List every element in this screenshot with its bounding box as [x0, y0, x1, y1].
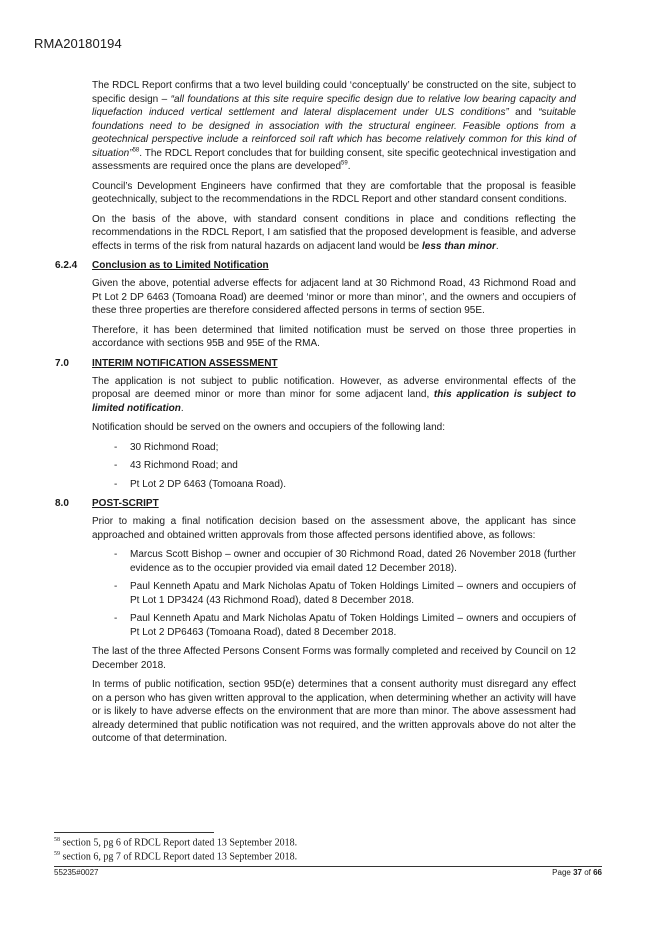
list-item — [92, 478, 576, 492]
total-pages: 66 — [593, 868, 602, 877]
page-number — [552, 868, 602, 877]
paragraph-public-notification-95d: In terms of public notification, section 95D(e) determines that a consent authority must disregard any effect on a person who has given written approval to the application, when determining whether an activity will have or is likely to have adverse effects on the environment that are more than minor. The above assessment had already determined that public notification was not required, and the written approvals above do not alter the outcome of that determination. — [92, 679, 576, 744]
section-number: 6.2.4 — [55, 260, 78, 271]
quote-suitable-foundations: “suitable foundations need to be designed in association with the structural engineer. Feasible options from a geotechnical perspective include a reinforced soil raft which has become relatively common for this kind of situation” — [92, 107, 576, 159]
paragraph-affected-persons: Given the above, potential adverse effects for adjacent land at 30 Richmond Road, 43 Richmond Road and Pt Lot 2 DP 6463 (Tomoana Road) are deemed ‘minor or more than minor’, and the owners and occupiers of these three properties are therefore considered affected persons in terms of section 95E. — [92, 278, 576, 316]
quote-foundations: “all foundations at this site require specific design due to relative low bearing capacity and liquefaction induced vertical settlement and lateral displacement under ULS conditions” — [92, 93, 576, 118]
list-item — [92, 580, 576, 607]
paragraph-notification-served: Notification should be served on the owners and occupiers of the following land: — [92, 422, 445, 433]
section-heading-8-0 — [0, 497, 576, 511]
footnote-separator — [54, 832, 214, 833]
footnote-text: section 6, pg 7 of RDCL Report dated 13 September 2018. — [60, 851, 298, 863]
list-item-text: Marcus Scott Bishop – owner and occupier of 30 Richmond Road, dated 26 November 2018 (further evidence as to the occupier provided via email dated 12 December 2018). — [130, 549, 576, 574]
emphasis: less than minor — [422, 240, 496, 252]
dash: - — [114, 460, 118, 471]
footer-separator — [54, 866, 602, 867]
footnote-number: 58 — [54, 837, 60, 843]
text: . The RDCL Report concludes that for building consent, site specific geotechnical investigation and assessments are required once the plans are developed — [92, 147, 576, 172]
text: . — [180, 402, 184, 414]
section-title: POST-SCRIPT — [92, 498, 159, 509]
document-id: 55235#0027 — [54, 868, 99, 877]
footnote-ref[interactable]: 59 — [341, 160, 348, 167]
list-item — [92, 612, 576, 639]
paragraph-public-notification — [92, 375, 576, 416]
emphasis: this application is subject to limited notification — [92, 389, 576, 414]
section-number: 8.0 — [55, 498, 69, 509]
list-item-text: Paul Kenneth Apatu and Mark Nicholas Apatu of Token Holdings Limited – owners and occupiers of Pt Lot 1 DP3424 (43 Richmond Road), dated 8 December 2018. — [130, 581, 576, 606]
approvals-list — [92, 548, 576, 639]
page-of: of — [581, 868, 594, 877]
text: and — [508, 107, 539, 118]
dash: - — [114, 478, 118, 490]
list-item-text: Pt Lot 2 DP 6463 (Tomoana Road). — [130, 478, 287, 490]
text: The application is not subject to public notification. However, as adverse environmental effects of the proposal are deemed minor or more than minor for some adjacent land, — [92, 375, 576, 400]
text: On the basis of the above, with standard consent conditions in place and conditions reflecting the recommendations in the RDCL Report, I am satisfied that the proposed development is feasible, and adverse effects in terms of the risk from natural hazards on adjacent land would be — [92, 213, 576, 252]
list-item — [92, 548, 576, 575]
paragraph-limited-notification: Therefore, it has been determined that limited notification must be served on those three properties in accordance with sections 95B and 95E of the RMA. — [92, 324, 576, 349]
dash: - — [114, 441, 118, 453]
list-item-text: 30 Richmond Road; — [130, 441, 219, 453]
paragraph-rdcl-report — [92, 79, 576, 174]
section-heading-7-0 — [0, 357, 576, 371]
body-content — [55, 79, 576, 752]
section-title: Conclusion as to Limited Notification — [92, 260, 269, 271]
section-heading-6-2-4 — [0, 259, 576, 273]
footnote-number: 59 — [54, 851, 60, 857]
footnote-text: section 5, pg 6 of RDCL Report dated 13 September 2018. — [60, 837, 298, 849]
section-title: INTERIM NOTIFICATION ASSESSMENT — [92, 357, 278, 369]
list-item — [92, 459, 576, 473]
footnote-59 — [54, 851, 297, 862]
page-label: Page — [552, 868, 574, 877]
list-item — [92, 441, 576, 455]
section-number: 7.0 — [55, 357, 69, 369]
dash: - — [114, 581, 118, 592]
paragraph-development-engineers: Council’s Development Engineers have confirmed that they are comfortable that the proposal is feasible geotechnically, subject to the recommendations in the RDCL Report and other standard consent conditions. — [92, 180, 576, 205]
text: . — [495, 240, 499, 252]
property-list — [92, 441, 576, 492]
paragraph-consent-forms: The last of the three Affected Persons Consent Forms was formally completed and received by Council on 12 December 2018. — [92, 646, 576, 671]
dash: - — [114, 549, 118, 560]
list-item-text: Paul Kenneth Apatu and Mark Nicholas Apatu of Token Holdings Limited – owners and occupiers of Pt Lot 2 DP6463 (Tomoana Road), dated 8 December 2018. — [130, 613, 576, 638]
list-item-text: 43 Richmond Road; and — [130, 460, 238, 471]
text: . — [347, 161, 351, 172]
document-reference: RMA20180194 — [34, 36, 122, 51]
paragraph-written-approvals: Prior to making a final notification decision based on the assessment above, the applicant has since approached and obtained written approvals from those affected persons identified above, as follows: — [92, 516, 576, 541]
footnote-58 — [54, 837, 297, 848]
paragraph-conclusion-hazards — [92, 213, 576, 254]
footnote-ref[interactable]: 58 — [132, 147, 140, 154]
text: The RDCL Report confirms that a two level building could ‘conceptually’ be constructed on the site, subject to specific design – — [92, 80, 576, 105]
current-page: 37 — [573, 868, 582, 877]
dash: - — [114, 613, 118, 624]
